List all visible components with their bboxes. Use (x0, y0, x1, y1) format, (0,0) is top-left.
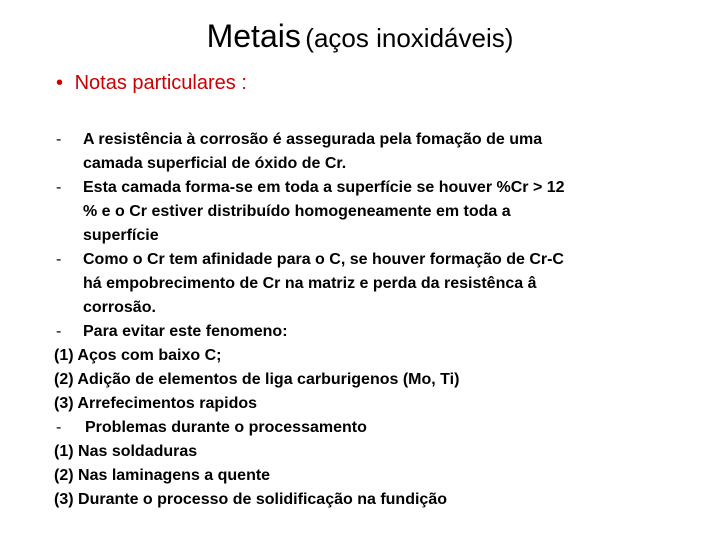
page-title (0, 18, 720, 55)
section-heading-text: Notas particulares : (74, 72, 247, 94)
note-line-text: corrosão. (83, 299, 156, 316)
note-line (56, 248, 61, 272)
line-marker: - (56, 131, 62, 148)
note-line (56, 176, 61, 200)
item-number: (3) (54, 491, 74, 508)
item-text: Nas laminagens a quente (78, 467, 271, 484)
note-line-text: Problemas durante o processamento (85, 419, 367, 436)
note-line-text: % e o Cr estiver distribuído homogeneamente em toda a (83, 203, 511, 220)
numbered-item (54, 488, 447, 512)
note-line-text: superfície (83, 227, 159, 244)
item-text: Adição de elementos de liga carburigenos (Mo, Ti) (77, 371, 460, 388)
note-line (56, 320, 61, 344)
note-line (56, 128, 61, 152)
line-marker: - (56, 419, 62, 436)
numbered-item (54, 440, 197, 464)
note-line-text: Esta camada forma-se em toda a superfície se houver %Cr > 12 (83, 179, 565, 196)
line-marker: - (56, 251, 62, 268)
item-text: Durante o processo de solidificação na fundição (78, 491, 447, 508)
item-number: (1) (54, 443, 74, 460)
note-line-text: Para evitar este fenomeno: (83, 323, 288, 340)
note-line (56, 416, 61, 440)
note-line-text: camada superficial de óxido de Cr. (83, 155, 347, 172)
item-number: (1) (54, 347, 74, 364)
item-text: Aços com baixo C; (77, 347, 222, 364)
section-heading (56, 72, 247, 95)
numbered-item (54, 344, 221, 368)
note-line-text: há empobrecimento de Cr na matriz e perda da resistênca â (83, 275, 537, 292)
item-number: (2) (54, 371, 74, 388)
item-number: (2) (54, 467, 74, 484)
note-line-text: Como o Cr tem afinidade para o C, se houver formação de Cr-C (83, 251, 564, 268)
item-text: Arrefecimentos rapidos (77, 395, 258, 412)
numbered-item (54, 392, 257, 416)
note-line-text: A resistência à corrosão é assegurada pela fomação de uma (83, 131, 543, 148)
line-marker: - (56, 179, 62, 196)
line-marker: - (56, 323, 62, 340)
bullet-icon: • (56, 72, 64, 94)
title-subtitle: (aços inoxidáveis) (305, 23, 514, 53)
item-text: Nas soldaduras (78, 443, 198, 460)
item-number: (3) (54, 395, 74, 412)
numbered-item (54, 464, 270, 488)
numbered-item (54, 368, 459, 392)
title-main: Metais (206, 18, 301, 54)
